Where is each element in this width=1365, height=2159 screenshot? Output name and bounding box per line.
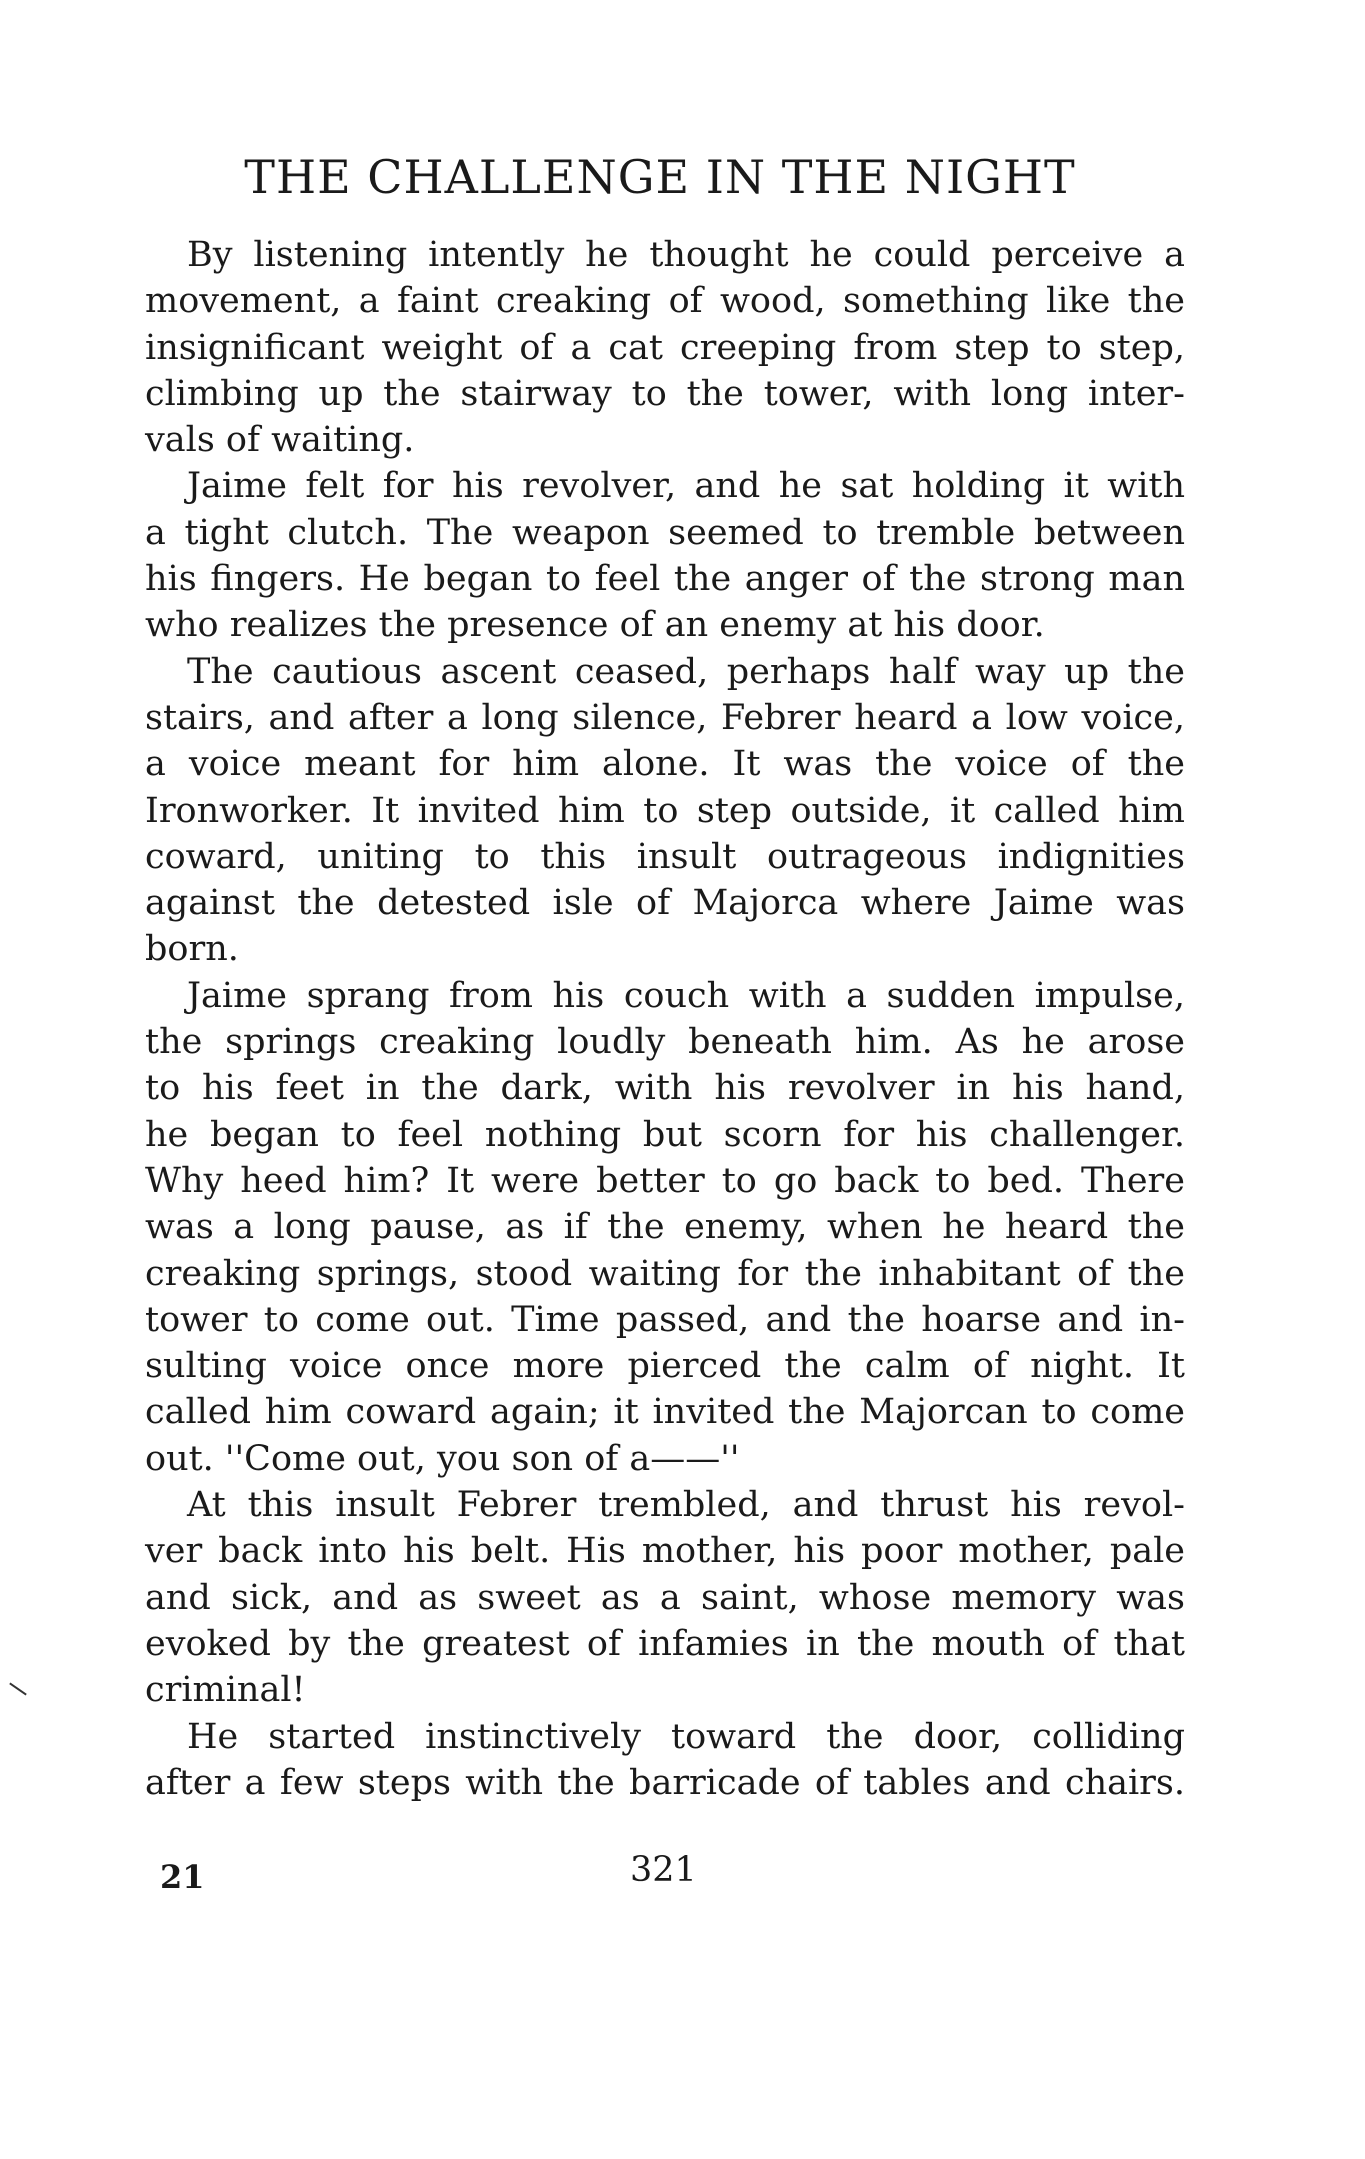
stray-ink-mark [9, 1682, 27, 1695]
text-line: Jaime sprang from his couch with a sudden impulse, [187, 975, 1185, 1016]
text-line: a tight clutch. The weapon seemed to tremble between [145, 512, 1185, 553]
text-line: to his feet in the dark, with his revolver in his hand, [145, 1068, 1185, 1109]
text-line: He started instinctively toward the door, colliding [187, 1716, 1185, 1757]
text-line: tower to come out. Time passed, and the hoarse and in- [145, 1299, 1185, 1340]
text-line: evoked by the greatest of infamies in the mouth of that [145, 1623, 1185, 1664]
text-line: who realizes the presence of an enemy at his door. [145, 605, 1045, 646]
body-text [145, 232, 1185, 1806]
paragraph-5 [145, 1482, 1185, 1713]
text-line: vals of waiting. [145, 420, 415, 461]
text-line: called him coward again; it invited the Majorcan to come [145, 1392, 1185, 1433]
text-line: against the detested isle of Majorca where Jaime was [145, 883, 1185, 924]
running-head: THE CHALLENGE IN THE NIGHT [244, 150, 1076, 204]
text-line: climbing up the stairway to the tower, with long inter- [145, 373, 1185, 414]
paragraph-6 [145, 1714, 1185, 1807]
text-line: sulting voice once more pierced the calm of night. It [145, 1346, 1185, 1387]
paragraph-3 [145, 649, 1185, 973]
paragraph-1 [145, 232, 1185, 463]
text-line: By listening intently he thought he could perceive a [187, 235, 1185, 275]
text-line: creaking springs, stood waiting for the inhabitant of the [145, 1253, 1185, 1294]
paragraph-2 [145, 463, 1185, 648]
page-number: 321 [630, 1850, 697, 1890]
text-line: ver back into his belt. His mother, his poor mother, pale [145, 1531, 1185, 1572]
text-line: Why heed him? It were better to go back to bed. There [145, 1160, 1185, 1201]
text-line: out. ''Come out, you son of a——'' [145, 1438, 740, 1479]
text-line: Jaime felt for his revolver, and he sat holding it with [187, 466, 1185, 507]
text-line: Ironworker. It invited him to step outside, it called him [145, 790, 1185, 831]
text-line: after a few steps with the barricade of tables and chairs. [145, 1762, 1185, 1803]
signature-mark: 21 [160, 1858, 205, 1896]
text-line: The cautious ascent ceased, perhaps half way up the [187, 651, 1185, 692]
text-line: a voice meant for him alone. It was the voice of the [145, 744, 1185, 785]
text-line: criminal! [145, 1670, 306, 1711]
text-line: was a long pause, as if the enemy, when he heard the [145, 1207, 1185, 1248]
text-line: his fingers. He began to feel the anger of the strong man [145, 559, 1185, 600]
text-line: born. [145, 929, 239, 970]
text-line: the springs creaking loudly beneath him. As he arose [145, 1022, 1185, 1063]
text-line: he began to feel nothing but scorn for his challenger. [145, 1114, 1185, 1155]
text-line: coward, uniting to this insult outrageous indignities [145, 836, 1185, 877]
text-line: insignificant weight of a cat creeping from step to step, [145, 327, 1185, 368]
text-line: At this insult Febrer trembled, and thrust his revol- [187, 1485, 1185, 1526]
text-line: stairs, and after a long silence, Febrer heard a low voice, [145, 697, 1185, 738]
text-line: movement, a faint creaking of wood, something like the [145, 281, 1185, 322]
text-line: and sick, and as sweet as a saint, whose memory was [145, 1577, 1185, 1618]
paragraph-4 [145, 973, 1185, 1482]
